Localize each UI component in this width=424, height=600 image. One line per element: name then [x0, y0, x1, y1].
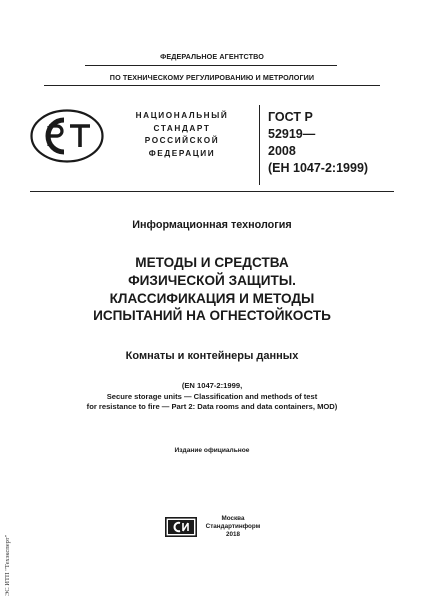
- title-line-4: ИСПЫТАНИЙ НА ОГНЕСТОЙКОСТЬ: [93, 308, 331, 324]
- national-line-3: РОССИЙСКОЙ: [144, 136, 220, 146]
- side-watermark: ЭС ИТП "Техэксперт": [4, 534, 11, 596]
- header-divider: [259, 105, 260, 185]
- agency-underline-1: [85, 65, 337, 66]
- national-line-1: НАЦИОНАЛЬНЫЙ: [135, 111, 229, 120]
- agency-underline-2: [44, 85, 380, 86]
- standard-id-line-2: 52919—: [268, 127, 316, 141]
- edition-label: Издание официальное: [174, 447, 250, 454]
- english-line-3: for resistance to fire — Part 2: Data rooms and data containers, MOD): [86, 402, 338, 412]
- standard-id-line-1: ГОСТ Р: [268, 110, 313, 124]
- standartinform-logo-icon: [165, 517, 197, 537]
- title-line-1: МЕТОДЫ И СРЕДСТВА: [135, 255, 289, 270]
- publisher-name: Стандартинформ: [205, 522, 261, 530]
- national-line-2: СТАНДАРТ: [153, 123, 211, 133]
- national-standard-label: [112, 110, 252, 160]
- agency-name-line2: ПО ТЕХНИЧЕСКОМУ РЕГУЛИРОВАНИЮ И МЕТРОЛОГИИ: [109, 73, 315, 82]
- part-title: Комнаты и контейнеры данных: [125, 350, 299, 362]
- document-subtitle: Информационная технология: [132, 219, 292, 231]
- english-title: [40, 381, 384, 413]
- english-line-1: (EN 1047-2:1999,: [181, 381, 243, 390]
- standard-id-line-3: 2008: [268, 144, 296, 158]
- publisher-city: Москва: [221, 515, 245, 522]
- agency-name-line1: ФЕДЕРАЛЬНОЕ АГЕНТСТВО: [160, 52, 264, 61]
- standard-id: [268, 109, 408, 177]
- standard-id-line-4: (ЕН 1047-2:1999): [268, 161, 369, 175]
- title-line-3: КЛАССИФИКАЦИЯ И МЕТОДЫ: [109, 290, 315, 306]
- national-line-4: ФЕДЕРАЦИИ: [148, 148, 216, 158]
- header-bottom-rule: [30, 191, 394, 192]
- publication-year: 2018: [225, 530, 240, 538]
- publisher-imprint: [203, 515, 263, 538]
- title-line-2: ФИЗИЧЕСКОЙ ЗАЩИТЫ.: [128, 272, 296, 288]
- document-title: [40, 254, 384, 325]
- gost-r-emblem-icon: [30, 109, 104, 163]
- english-line-2: Secure storage units — Classification and methods of test: [106, 391, 318, 401]
